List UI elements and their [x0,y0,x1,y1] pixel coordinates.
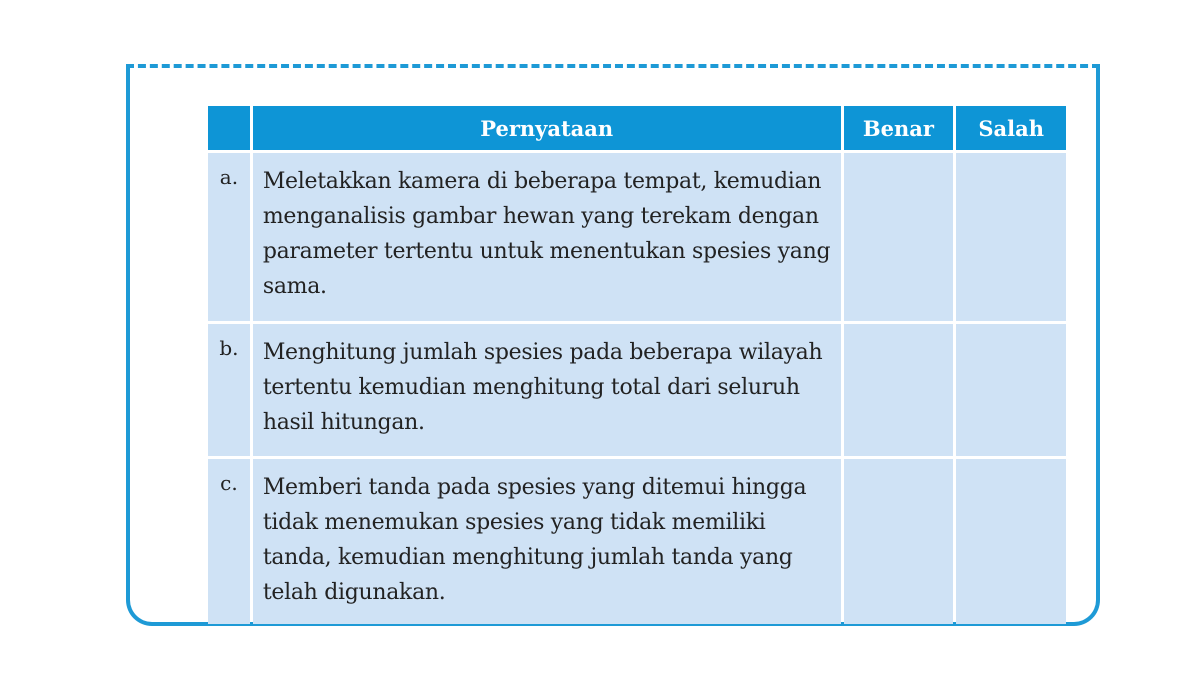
row-true-cell[interactable] [844,459,954,624]
row-statement: Memberi tanda pada spesies yang ditemui hingga tidak menemukan spesies yang tidak memiliki tanda, kemudian menghitung jumlah tanda yang telah digunakan. [253,459,841,624]
row-true-cell[interactable] [844,153,954,321]
row-letter: c. [208,459,250,624]
row-statement: Menghitung jumlah spesies pada beberapa wilayah tertentu kemudian menghitung total dari seluruh hasil hitungan. [253,324,841,456]
statements-table [205,103,1069,627]
table-row [208,324,1066,456]
table-header-row [208,106,1066,150]
row-false-cell[interactable] [956,324,1066,456]
content-frame-dashed-top [126,64,1100,68]
header-true: Benar [844,106,954,150]
table-row [208,153,1066,321]
header-statement: Pernyataan [253,106,841,150]
row-false-cell[interactable] [956,459,1066,624]
row-false-cell[interactable] [956,153,1066,321]
table-row [208,459,1066,624]
header-false: Salah [956,106,1066,150]
header-letter [208,106,250,150]
row-letter: b. [208,324,250,456]
row-true-cell[interactable] [844,324,954,456]
row-letter: a. [208,153,250,321]
row-statement: Meletakkan kamera di beberapa tempat, kemudian menganalisis gambar hewan yang terekam dengan parameter tertentu untuk menentukan spesies yang sama. [253,153,841,321]
